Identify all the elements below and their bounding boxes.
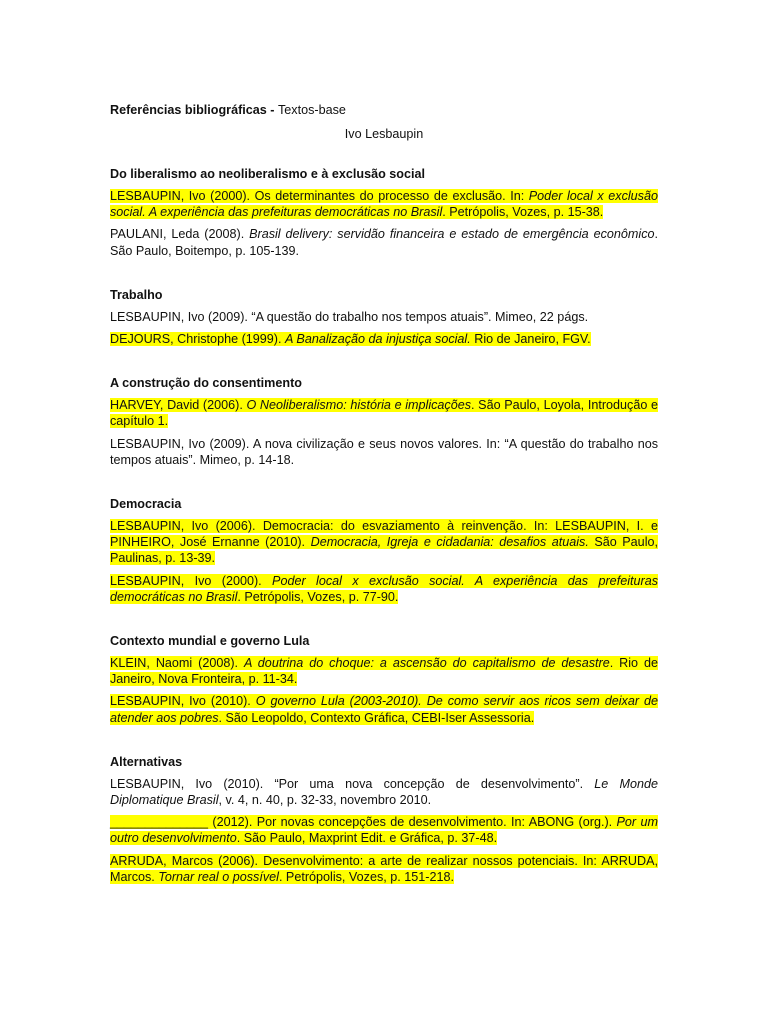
- reference-text-part: HARVEY, David (2006).: [110, 398, 247, 413]
- reference-entry: [110, 309, 658, 325]
- reference-section: [110, 375, 658, 468]
- reference-entry: [110, 814, 658, 846]
- section-heading: Democracia: [110, 497, 182, 512]
- reference-title-italic: O governo Lula (2003-2010). De como servir aos ricos sem deixar de atender aos pobres: [110, 694, 658, 725]
- reference-section: [110, 287, 658, 347]
- reference-entry: [110, 693, 658, 725]
- highlighted-reference-text: [110, 815, 658, 845]
- reference-text-part: LESBAUPIN, Ivo (2009). A nova civilização e seus novos valores. In: “A questão do trabalho nos tempos atuais”. Mimeo, p. 14-18.: [110, 436, 658, 467]
- highlighted-reference-text: [110, 398, 658, 428]
- reference-text-part: DEJOURS, Christophe (1999).: [110, 332, 285, 347]
- reference-section: [110, 496, 658, 605]
- reference-text-part: . São Paulo, Loyola, Introdução e capítulo 1.: [110, 398, 658, 429]
- reference-section: [110, 633, 658, 726]
- highlighted-reference-text: [110, 189, 658, 219]
- reference-text-part: LESBAUPIN, Ivo (2010).: [110, 694, 256, 709]
- reference-text-part: . São Leopoldo, Contexto Gráfica, CEBI-Iser Assessoria.: [218, 710, 535, 725]
- reference-title-italic: O Neoliberalismo: história e implicações: [246, 398, 472, 413]
- reference-text-part: LESBAUPIN, Ivo (2000). Os determinantes do processo de exclusão. In:: [110, 189, 529, 203]
- reference-text-part: LESBAUPIN, Ivo (2009). “A questão do trabalho nos tempos atuais”. Mimeo, 22 págs.: [110, 309, 589, 324]
- reference-text-part: ARRUDA, Marcos (2006). Desenvolvimento: a arte de realizar nossos potenciais. In: ARRUDA, Marcos.: [110, 853, 658, 884]
- document-title-rest: Textos-base: [277, 103, 346, 117]
- reference-text-part: , v. 4, n. 40, p. 32-33, novembro 2010.: [218, 793, 432, 808]
- reference-section: [110, 754, 658, 885]
- document-title: [110, 102, 658, 118]
- section-heading: Do liberalismo ao neoliberalismo e à exclusão social: [110, 167, 425, 181]
- reference-entry: [110, 655, 658, 687]
- reference-entry: [110, 188, 658, 220]
- reference-entry: [110, 331, 658, 347]
- reference-text-part: . Petrópolis, Vozes, p. 151-218.: [278, 869, 454, 884]
- reference-text-part: Rio de Janeiro, FGV.: [470, 332, 591, 347]
- reference-entry: [110, 518, 658, 567]
- reference-text-part: . Petrópolis, Vozes, p. 15-38.: [442, 205, 604, 220]
- document-page: [110, 102, 658, 891]
- reference-section: [110, 166, 658, 259]
- reference-text-part: LESBAUPIN, Ivo (2000).: [110, 573, 273, 588]
- reference-entry: [110, 853, 658, 885]
- reference-title-italic: Por um outro desenvolvimento: [110, 815, 658, 846]
- reference-text: [110, 777, 658, 807]
- reference-text: [110, 310, 588, 324]
- highlighted-reference-text: [110, 854, 658, 884]
- section-heading: Alternativas: [110, 754, 183, 769]
- document-title-bold: Referências bibliográficas -: [110, 103, 278, 117]
- section-heading: Contexto mundial e governo Lula: [110, 634, 310, 649]
- highlighted-reference-text: [110, 332, 591, 346]
- reference-text: [110, 227, 658, 257]
- reference-entry: [110, 573, 658, 605]
- reference-title-italic: Democracia, Igreja e cidadania: desafios atuais.: [310, 535, 589, 550]
- reference-text-part: KLEIN, Naomi (2008).: [110, 656, 244, 671]
- reference-text-part: . Petrópolis, Vozes, p. 77-90.: [237, 589, 399, 604]
- reference-title-italic: A Banalização da injustiça social.: [284, 332, 471, 347]
- reference-entry: [110, 226, 658, 258]
- reference-text-part: LESBAUPIN, Ivo (2006). Democracia: do esvaziamento à reinvenção. In: LESBAUPIN, I. e PINHEIRO, José Ernanne (2010).: [110, 519, 658, 550]
- highlighted-reference-text: [110, 656, 658, 686]
- reference-title-italic: Poder local x exclusão social. A experiência das prefeituras democráticas no Brasil: [110, 573, 658, 604]
- reference-title-italic: Brasil delivery: servidão financeira e estado de emergência econômico: [249, 227, 655, 242]
- reference-sections: [110, 166, 658, 885]
- reference-text-part: ______________ (2012). Por novas concepções de desenvolvimento. In: ABONG (org.).: [110, 815, 617, 830]
- reference-entry: [110, 776, 658, 808]
- reference-text-part: . Rio de Janeiro, Nova Fronteira, p. 11-34.: [110, 656, 658, 687]
- reference-text-part: . São Paulo, Boitempo, p. 105-139.: [110, 227, 658, 258]
- reference-entry: [110, 397, 658, 429]
- reference-text: [110, 437, 658, 467]
- section-heading: Trabalho: [110, 287, 163, 302]
- reference-title-italic: Tornar real o possível: [158, 869, 279, 884]
- document-author: Ivo Lesbaupin: [344, 127, 424, 141]
- reference-text-part: PAULANI, Leda (2008).: [110, 227, 250, 242]
- highlighted-reference-text: [110, 694, 658, 724]
- highlighted-reference-text: [110, 519, 658, 565]
- reference-title-italic: Le Monde Diplomatique Brasil: [110, 776, 658, 808]
- section-heading: A construção do consentimento: [110, 376, 302, 391]
- reference-text-part: São Paulo, Paulinas, p. 13-39.: [110, 535, 658, 566]
- reference-text-part: . São Paulo, Maxprint Edit. e Gráfica, p. 37-48.: [236, 831, 498, 846]
- reference-text-part: LESBAUPIN, Ivo (2010). “Por uma nova concepção de desenvolvimento”.: [110, 776, 595, 791]
- reference-title-italic: Poder local x exclusão social. A experiência das prefeituras democráticas no Brasil: [110, 189, 658, 220]
- highlighted-reference-text: [110, 574, 658, 604]
- reference-entry: [110, 436, 658, 468]
- reference-title-italic: A doutrina do choque: a ascensão do capitalismo de desastre: [243, 656, 610, 671]
